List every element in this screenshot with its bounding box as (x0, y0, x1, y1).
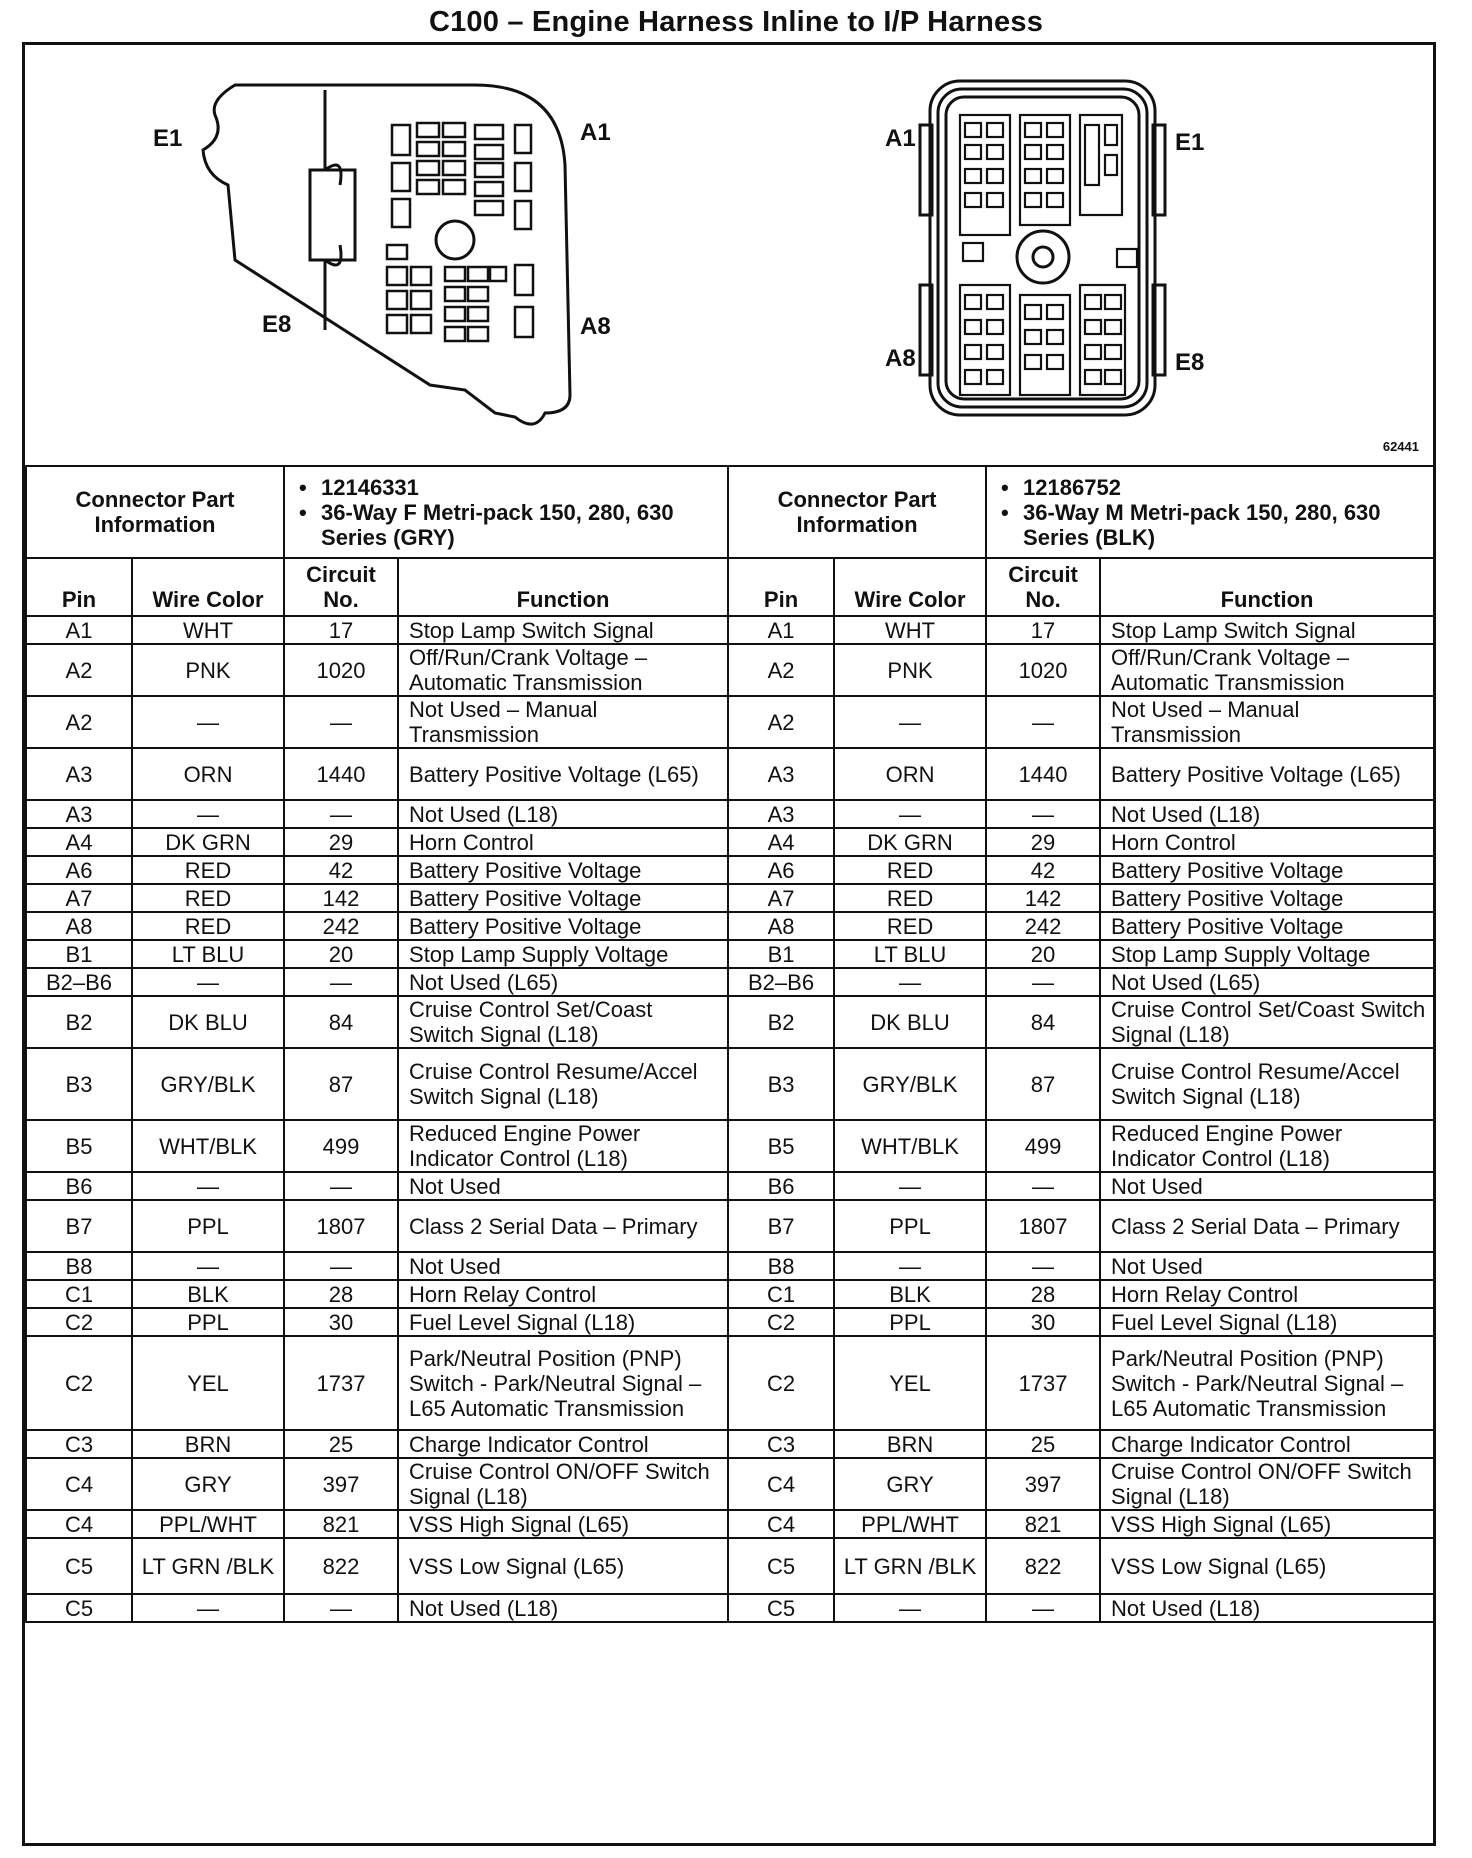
left-connector-description: • 36-Way F Metri-pack 150, 280, 630 Series (GRY) (321, 500, 721, 550)
right-wire-color-cell: BLK (834, 1280, 986, 1308)
right-function-cell: Not Used (L65) (1100, 968, 1434, 996)
left-function-cell: Cruise Control Set/Coast Switch Signal (L18) (398, 996, 728, 1048)
left-function-cell: Not Used (L65) (398, 968, 728, 996)
left-wire-color-cell: GRY (132, 1458, 284, 1510)
table-row (26, 1308, 1434, 1336)
left-function-cell: VSS High Signal (L65) (398, 1510, 728, 1538)
pinout-table (25, 465, 1435, 1623)
left-diagram-label-e8: E8 (262, 311, 292, 338)
left-wire-color-cell: LT BLU (132, 940, 284, 968)
left-wire-color-cell: DK GRN (132, 828, 284, 856)
right-pin-cell: B6 (728, 1172, 834, 1200)
left-wire-color-cell: — (132, 1594, 284, 1622)
right-wire-color-cell: GRY (834, 1458, 986, 1510)
right-wire-color-cell: GRY/BLK (834, 1048, 986, 1120)
left-circuit-cell: 87 (284, 1048, 398, 1120)
left-function-cell: Battery Positive Voltage (L65) (398, 748, 728, 800)
right-circuit-cell: 1020 (986, 644, 1100, 696)
left-pin-cell: B7 (26, 1200, 132, 1252)
left-function-cell: Stop Lamp Switch Signal (398, 616, 728, 644)
left-pin-cell: C2 (26, 1308, 132, 1336)
left-pin-cell: C1 (26, 1280, 132, 1308)
right-connector-details (986, 466, 1434, 558)
right-circuit-cell: 1440 (986, 748, 1100, 800)
right-wire-color-cell: PPL (834, 1308, 986, 1336)
right-pin-cell: A2 (728, 644, 834, 696)
left-function-cell: Cruise Control Resume/Accel Switch Signal (L18) (398, 1048, 728, 1120)
right-circuit-cell: 84 (986, 996, 1100, 1048)
left-circuit-cell: 29 (284, 828, 398, 856)
right-circuit-cell: 242 (986, 912, 1100, 940)
left-pin-cell: A7 (26, 884, 132, 912)
left-pin-cell: B8 (26, 1252, 132, 1280)
right-function-cell: Not Used – Manual Transmission (1100, 696, 1434, 748)
page-title: C100 – Engine Harness Inline to I/P Harness (428, 6, 1044, 38)
right-connector-description: • 36-Way M Metri-pack 150, 280, 630 Series (BLK) (1023, 500, 1427, 550)
left-wire-color-cell: — (132, 968, 284, 996)
left-circuit-cell: 142 (284, 884, 398, 912)
left-circuit-cell: 20 (284, 940, 398, 968)
right-function-cell: Battery Positive Voltage (1100, 856, 1434, 884)
table-row (26, 1336, 1434, 1430)
left-pin-cell: A1 (26, 616, 132, 644)
right-function-cell: Park/Neutral Position (PNP) Switch - Park/Neutral Signal – L65 Automatic Transmission (1100, 1336, 1434, 1430)
right-connector-info-label: Connector Part Information (728, 466, 986, 558)
left-wire-color-cell: PPL/WHT (132, 1510, 284, 1538)
left-pin-cell: A3 (26, 800, 132, 828)
right-circuit-cell: 822 (986, 1538, 1100, 1594)
left-function-cell: Not Used (L18) (398, 1594, 728, 1622)
right-circuit-cell: 29 (986, 828, 1100, 856)
left-circuit-cell: 28 (284, 1280, 398, 1308)
right-function-cell: Charge Indicator Control (1100, 1430, 1434, 1458)
left-diagram-label-e1: E1 (153, 125, 183, 152)
right-function-cell: Reduced Engine Power Indicator Control (L18) (1100, 1120, 1434, 1172)
left-circuit-cell: 821 (284, 1510, 398, 1538)
right-wire-color-cell: YEL (834, 1336, 986, 1430)
right-circuit-cell: 20 (986, 940, 1100, 968)
right-pin-cell: C2 (728, 1336, 834, 1430)
right-circuit-header: Circuit No. (986, 558, 1100, 616)
right-wire-color-cell: WHT (834, 616, 986, 644)
right-pin-header: Pin (728, 558, 834, 616)
left-circuit-cell: 17 (284, 616, 398, 644)
right-pin-cell: B7 (728, 1200, 834, 1252)
right-pin-cell: A2 (728, 696, 834, 748)
left-function-cell: Fuel Level Signal (L18) (398, 1308, 728, 1336)
table-row (26, 616, 1434, 644)
left-function-cell: Off/Run/Crank Voltage – Automatic Transmission (398, 644, 728, 696)
right-function-cell: Cruise Control Set/Coast Switch Signal (L18) (1100, 996, 1434, 1048)
right-pin-cell: C2 (728, 1308, 834, 1336)
left-function-header: Function (398, 558, 728, 616)
right-circuit-cell: 17 (986, 616, 1100, 644)
right-pin-cell: C3 (728, 1430, 834, 1458)
left-function-cell: Not Used (398, 1172, 728, 1200)
left-wire-color-header: Wire Color (132, 558, 284, 616)
right-pin-cell: B2 (728, 996, 834, 1048)
left-pin-cell: A8 (26, 912, 132, 940)
right-diagram-label-e8: E8 (1175, 349, 1205, 376)
right-diagram-label-a1: A1 (885, 125, 916, 152)
right-function-cell: Battery Positive Voltage (L65) (1100, 748, 1434, 800)
left-function-cell: Park/Neutral Position (PNP) Switch - Park/Neutral Signal – L65 Automatic Transmission (398, 1336, 728, 1430)
left-wire-color-cell: PPL (132, 1308, 284, 1336)
left-pin-cell: C2 (26, 1336, 132, 1430)
left-function-cell: Charge Indicator Control (398, 1430, 728, 1458)
left-circuit-cell: 822 (284, 1538, 398, 1594)
right-wire-color-header: Wire Color (834, 558, 986, 616)
left-wire-color-cell: ORN (132, 748, 284, 800)
left-function-cell: Horn Relay Control (398, 1280, 728, 1308)
right-wire-color-cell: BRN (834, 1430, 986, 1458)
left-circuit-cell: 25 (284, 1430, 398, 1458)
table-row (26, 1172, 1434, 1200)
right-circuit-cell: — (986, 1252, 1100, 1280)
right-wire-color-cell: — (834, 696, 986, 748)
left-circuit-cell: 397 (284, 1458, 398, 1510)
right-function-cell: Not Used (1100, 1172, 1434, 1200)
right-diagram-label-a8: A8 (885, 345, 916, 372)
connector-diagrams (25, 45, 1433, 465)
table-row (26, 1280, 1434, 1308)
right-circuit-cell: 1807 (986, 1200, 1100, 1252)
right-function-cell: Stop Lamp Switch Signal (1100, 616, 1434, 644)
table-row (26, 1538, 1434, 1594)
right-pin-cell: A3 (728, 748, 834, 800)
right-function-cell: Class 2 Serial Data – Primary (1100, 1200, 1434, 1252)
left-function-cell: VSS Low Signal (L65) (398, 1538, 728, 1594)
figure-id: 62441 (1382, 439, 1419, 454)
left-pin-cell: C5 (26, 1538, 132, 1594)
right-circuit-cell: — (986, 968, 1100, 996)
right-wire-color-cell: — (834, 1252, 986, 1280)
right-function-cell: Not Used (1100, 1252, 1434, 1280)
left-pin-cell: A2 (26, 696, 132, 748)
left-connector-info-label: Connector Part Information (26, 466, 284, 558)
table-row (26, 696, 1434, 748)
left-connector-details (284, 466, 728, 558)
left-circuit-cell: — (284, 800, 398, 828)
right-diagram-label-e1: E1 (1175, 129, 1205, 156)
right-circuit-cell: — (986, 1594, 1100, 1622)
right-wire-color-cell: RED (834, 856, 986, 884)
right-function-cell: Cruise Control ON/OFF Switch Signal (L18) (1100, 1458, 1434, 1510)
left-wire-color-cell: GRY/BLK (132, 1048, 284, 1120)
left-wire-color-cell: BRN (132, 1430, 284, 1458)
table-row (26, 748, 1434, 800)
table-row (26, 940, 1434, 968)
right-pin-cell: B3 (728, 1048, 834, 1120)
right-circuit-cell: — (986, 1172, 1100, 1200)
right-wire-color-cell: LT BLU (834, 940, 986, 968)
right-wire-color-cell: LT GRN /BLK (834, 1538, 986, 1594)
left-circuit-cell: 1440 (284, 748, 398, 800)
left-circuit-cell: 1807 (284, 1200, 398, 1252)
right-circuit-cell: — (986, 800, 1100, 828)
right-pin-cell: C4 (728, 1458, 834, 1510)
left-pin-cell: A4 (26, 828, 132, 856)
table-row (26, 1200, 1434, 1252)
right-circuit-cell: 142 (986, 884, 1100, 912)
left-function-cell: Horn Control (398, 828, 728, 856)
connector-info-row (26, 466, 1434, 558)
left-function-cell: Cruise Control ON/OFF Switch Signal (L18) (398, 1458, 728, 1510)
left-function-cell: Not Used (398, 1252, 728, 1280)
right-circuit-cell: 28 (986, 1280, 1100, 1308)
left-function-cell: Battery Positive Voltage (398, 856, 728, 884)
connector-sheet (22, 42, 1436, 1846)
left-wire-color-cell: PNK (132, 644, 284, 696)
right-function-cell: Off/Run/Crank Voltage – Automatic Transmission (1100, 644, 1434, 696)
left-diagram-label-a8: A8 (580, 313, 611, 340)
right-wire-color-cell: PPL (834, 1200, 986, 1252)
right-circuit-cell: 821 (986, 1510, 1100, 1538)
left-circuit-header: Circuit No. (284, 558, 398, 616)
right-function-cell: Not Used (L18) (1100, 800, 1434, 828)
right-circuit-cell: 499 (986, 1120, 1100, 1172)
right-function-cell: Fuel Level Signal (L18) (1100, 1308, 1434, 1336)
table-row (26, 1458, 1434, 1510)
left-circuit-cell: 499 (284, 1120, 398, 1172)
left-circuit-cell: — (284, 1172, 398, 1200)
left-circuit-cell: 1020 (284, 644, 398, 696)
left-circuit-cell: 84 (284, 996, 398, 1048)
left-wire-color-cell: WHT (132, 616, 284, 644)
left-pin-cell: B1 (26, 940, 132, 968)
left-part-number: • 12146331 (321, 475, 721, 500)
right-pin-cell: B5 (728, 1120, 834, 1172)
left-pin-cell: C3 (26, 1430, 132, 1458)
left-function-cell: Reduced Engine Power Indicator Control (L18) (398, 1120, 728, 1172)
left-wire-color-cell: LT GRN /BLK (132, 1538, 284, 1594)
left-pin-cell: C4 (26, 1510, 132, 1538)
right-pin-cell: C5 (728, 1594, 834, 1622)
table-row (26, 1120, 1434, 1172)
right-pin-cell: A3 (728, 800, 834, 828)
left-pin-header: Pin (26, 558, 132, 616)
right-pin-cell: A8 (728, 912, 834, 940)
right-wire-color-cell: DK GRN (834, 828, 986, 856)
left-pin-cell: A6 (26, 856, 132, 884)
right-function-cell: Battery Positive Voltage (1100, 884, 1434, 912)
table-row (26, 1594, 1434, 1622)
left-function-cell: Not Used (L18) (398, 800, 728, 828)
right-function-cell: VSS High Signal (L65) (1100, 1510, 1434, 1538)
right-pin-cell: A7 (728, 884, 834, 912)
left-function-cell: Battery Positive Voltage (398, 884, 728, 912)
right-function-cell: Not Used (L18) (1100, 1594, 1434, 1622)
right-function-cell: Horn Control (1100, 828, 1434, 856)
left-wire-color-cell: — (132, 800, 284, 828)
left-pin-cell: B2 (26, 996, 132, 1048)
right-wire-color-cell: ORN (834, 748, 986, 800)
right-circuit-cell: 42 (986, 856, 1100, 884)
left-wire-color-cell: YEL (132, 1336, 284, 1430)
right-function-cell: Horn Relay Control (1100, 1280, 1434, 1308)
left-circuit-cell: — (284, 696, 398, 748)
left-wire-color-cell: DK BLU (132, 996, 284, 1048)
right-function-cell: VSS Low Signal (L65) (1100, 1538, 1434, 1594)
table-row (26, 828, 1434, 856)
left-pin-cell: B5 (26, 1120, 132, 1172)
left-circuit-cell: — (284, 1252, 398, 1280)
right-wire-color-cell: DK BLU (834, 996, 986, 1048)
left-circuit-cell: 42 (284, 856, 398, 884)
left-diagram-label-a1: A1 (580, 119, 611, 146)
right-wire-color-cell: WHT/BLK (834, 1120, 986, 1172)
table-row (26, 1430, 1434, 1458)
right-function-cell: Cruise Control Resume/Accel Switch Signal (L18) (1100, 1048, 1434, 1120)
right-wire-color-cell: RED (834, 884, 986, 912)
left-circuit-cell: — (284, 968, 398, 996)
right-function-cell: Battery Positive Voltage (1100, 912, 1434, 940)
left-wire-color-cell: — (132, 1172, 284, 1200)
left-circuit-cell: 1737 (284, 1336, 398, 1430)
female-connector-face-drawing (25, 45, 725, 465)
left-pin-cell: A2 (26, 644, 132, 696)
right-wire-color-cell: — (834, 968, 986, 996)
right-circuit-cell: 25 (986, 1430, 1100, 1458)
left-pin-cell: B2–B6 (26, 968, 132, 996)
left-function-cell: Class 2 Serial Data – Primary (398, 1200, 728, 1252)
table-row (26, 996, 1434, 1048)
left-pin-cell: A3 (26, 748, 132, 800)
table-row (26, 1252, 1434, 1280)
left-wire-color-cell: RED (132, 884, 284, 912)
right-pin-cell: A6 (728, 856, 834, 884)
right-wire-color-cell: PNK (834, 644, 986, 696)
table-row (26, 968, 1434, 996)
left-wire-color-cell: RED (132, 856, 284, 884)
table-row (26, 884, 1434, 912)
table-row (26, 1048, 1434, 1120)
table-row (26, 1510, 1434, 1538)
column-header-row (26, 558, 1434, 616)
right-wire-color-cell: PPL/WHT (834, 1510, 986, 1538)
right-pin-cell: B2–B6 (728, 968, 834, 996)
left-pin-cell: C4 (26, 1458, 132, 1510)
left-function-cell: Not Used – Manual Transmission (398, 696, 728, 748)
table-row (26, 912, 1434, 940)
right-pin-cell: A1 (728, 616, 834, 644)
left-circuit-cell: 30 (284, 1308, 398, 1336)
table-row (26, 800, 1434, 828)
left-pin-cell: B3 (26, 1048, 132, 1120)
left-circuit-cell: 242 (284, 912, 398, 940)
right-pin-cell: A4 (728, 828, 834, 856)
left-wire-color-cell: BLK (132, 1280, 284, 1308)
right-wire-color-cell: — (834, 800, 986, 828)
right-function-header: Function (1100, 558, 1434, 616)
right-circuit-cell: 87 (986, 1048, 1100, 1120)
right-wire-color-cell: — (834, 1594, 986, 1622)
table-row (26, 644, 1434, 696)
right-circuit-cell: 30 (986, 1308, 1100, 1336)
left-wire-color-cell: WHT/BLK (132, 1120, 284, 1172)
left-wire-color-cell: — (132, 1252, 284, 1280)
left-wire-color-cell: PPL (132, 1200, 284, 1252)
right-pin-cell: C1 (728, 1280, 834, 1308)
left-pin-cell: B6 (26, 1172, 132, 1200)
right-circuit-cell: 1737 (986, 1336, 1100, 1430)
right-wire-color-cell: RED (834, 912, 986, 940)
right-circuit-cell: 397 (986, 1458, 1100, 1510)
left-function-cell: Stop Lamp Supply Voltage (398, 940, 728, 968)
left-pin-cell: C5 (26, 1594, 132, 1622)
left-wire-color-cell: RED (132, 912, 284, 940)
left-circuit-cell: — (284, 1594, 398, 1622)
left-wire-color-cell: — (132, 696, 284, 748)
right-circuit-cell: — (986, 696, 1100, 748)
table-row (26, 856, 1434, 884)
right-pin-cell: C4 (728, 1510, 834, 1538)
left-function-cell: Battery Positive Voltage (398, 912, 728, 940)
right-wire-color-cell: — (834, 1172, 986, 1200)
right-pin-cell: B8 (728, 1252, 834, 1280)
right-pin-cell: B1 (728, 940, 834, 968)
right-part-number: • 12186752 (1023, 475, 1427, 500)
right-pin-cell: C5 (728, 1538, 834, 1594)
right-function-cell: Stop Lamp Supply Voltage (1100, 940, 1434, 968)
